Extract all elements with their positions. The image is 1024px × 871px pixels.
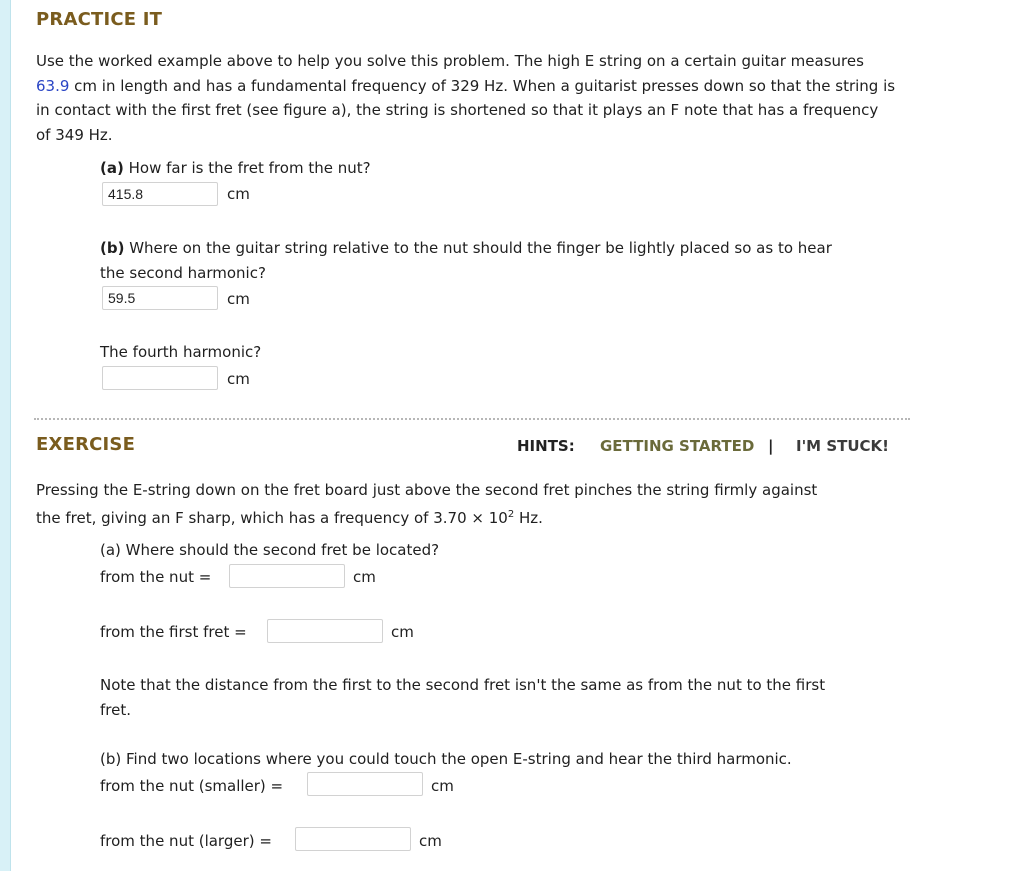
from-nut-smaller-label: from the nut (smaller) =	[100, 777, 284, 795]
from-nut-larger-input[interactable]	[295, 827, 411, 851]
part-b-question: (b) Where on the guitar string relative to the nut should the finger be lightly placed so as to hear the second harmonic?	[100, 239, 832, 282]
exercise-part-a-question: (a) Where should the second fret be located?	[100, 541, 440, 559]
part-a-question: (a) How far is the fret from the nut?	[100, 159, 371, 177]
part-b-unit: cm	[227, 290, 250, 308]
from-nut-larger-unit: cm	[419, 832, 442, 850]
from-nut-unit: cm	[353, 568, 376, 586]
part-a-answer-input[interactable]: 415.8	[102, 182, 218, 206]
fourth-harmonic-question: The fourth harmonic?	[100, 343, 262, 361]
hints-separator: |	[768, 437, 774, 455]
getting-started-link[interactable]: GETTING STARTED	[600, 437, 755, 455]
from-first-fret-label: from the first fret =	[100, 623, 247, 641]
exercise-problem-text: Pressing the E-string down on the fret board just above the second fret pinches the string firmly against the fret, giving an F sharp, which has a frequency of $3.70 \times 10^2$ Hz.	[36, 481, 818, 527]
from-nut-smaller-unit: cm	[431, 777, 454, 795]
string-length-value: 63.9	[36, 76, 70, 95]
part-b-answer-input[interactable]: 59.5	[102, 286, 218, 310]
part-a-unit: cm	[227, 185, 250, 203]
exercise-heading: EXERCISE	[36, 434, 136, 455]
fourth-harmonic-unit: cm	[227, 370, 250, 388]
practice-it-heading: PRACTICE IT	[36, 9, 163, 30]
exercise-part-b-question: (b) Find two locations where you could touch the open E-string and hear the third harmonic.	[100, 750, 792, 768]
im-stuck-link[interactable]: I'M STUCK!	[796, 437, 890, 455]
from-nut-larger-label: from the nut (larger) =	[100, 832, 272, 850]
section-divider	[34, 418, 910, 420]
left-margin-bar	[0, 0, 11, 871]
from-nut-smaller-input[interactable]	[307, 772, 423, 796]
from-first-fret-input[interactable]	[267, 619, 383, 643]
from-nut-label: from the nut =	[100, 568, 212, 586]
practice-problem-text: Use the worked example above to help you solve this problem. The high E string on a certain guitar measures 63.9 cm in length and has a fundamental frequency of 329 Hz. When a guitarist presses down so that the string is in contact with the first fret (see figure a), the string is shortened so that it plays an F note that has a frequency of 349 Hz.	[36, 52, 896, 144]
hints-label: HINTS:	[517, 437, 575, 455]
from-nut-input[interactable]	[229, 564, 345, 588]
from-first-fret-unit: cm	[391, 623, 414, 641]
fourth-harmonic-input[interactable]	[102, 366, 218, 390]
fret-note-text: Note that the distance from the first to the second fret isn't the same as from the nut to the first fret.	[100, 676, 826, 719]
